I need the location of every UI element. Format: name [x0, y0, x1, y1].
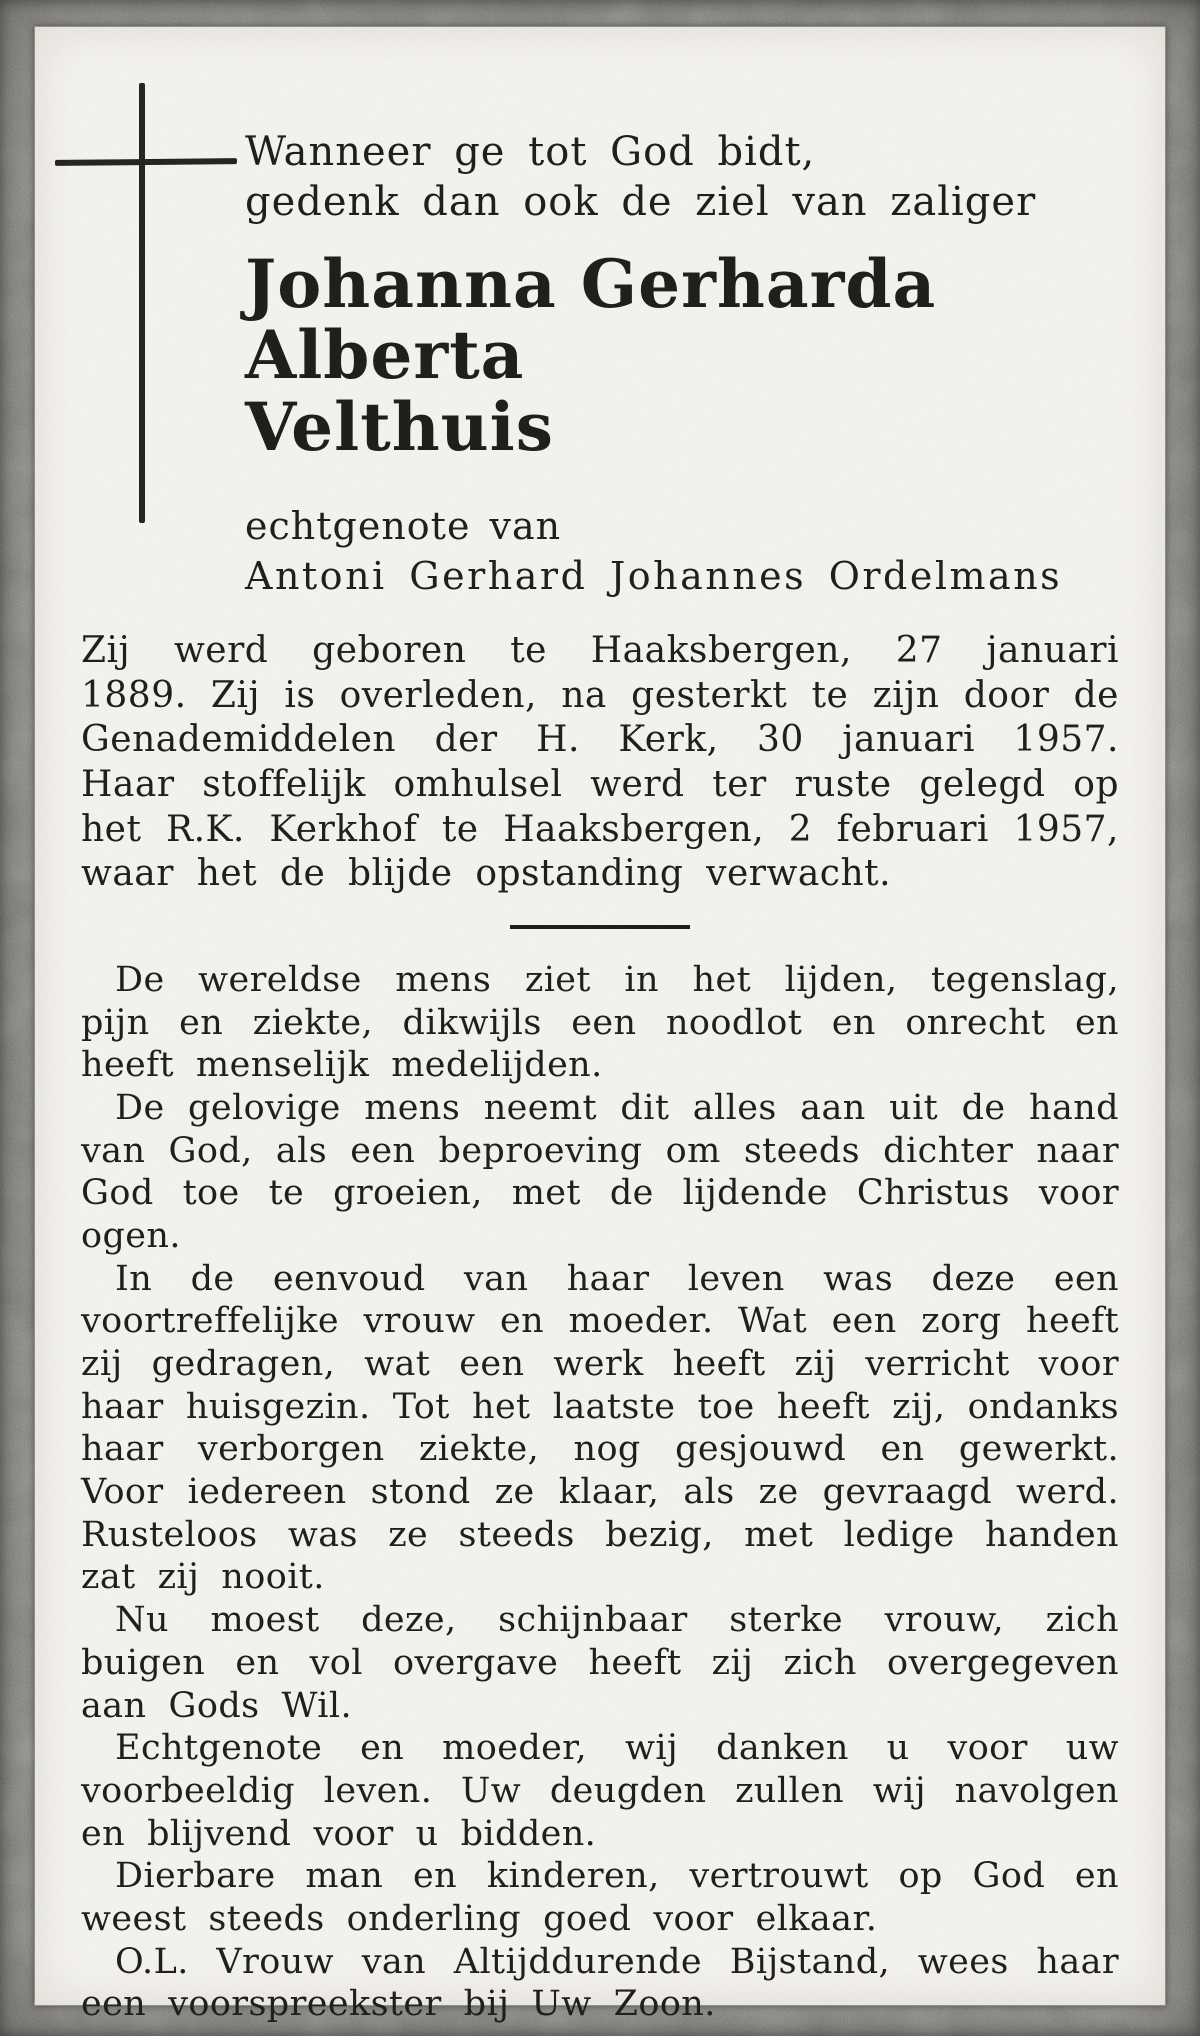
prayer-card	[34, 26, 1166, 2025]
body-paragraph: Nu moest deze, schijnbaar sterke vrouw, zich buigen en vol overgave heeft zij zich overgegeven aan Gods Wil.	[81, 1600, 1119, 1726]
body-paragraph: O.L. Vrouw van Altijddurende Bijstand, wees haar een voorspreekster bij Uw Zoon.	[81, 1941, 1119, 2025]
life-summary-paragraph: Zij werd geboren te Haaksbergen, 27 januari 1889. Zij is overleden, na gesterkt te zijn door de Genademiddelen der H. Kerk, 30 januari 1957. Haar stoffelijk omhulsel werd ter ruste gelegd op het R.K. Kerkhof te Haaksbergen, 2 februari 1957, waar het de blijde opstanding verwacht.	[81, 630, 1119, 895]
section-divider	[510, 925, 690, 929]
spouse-block	[245, 501, 1119, 601]
deceased-name-line: Velthuis	[245, 387, 554, 466]
meditation-text	[81, 959, 1119, 2026]
card-header	[245, 127, 1119, 601]
spouse-name: Antoni Gerhard Johannes Ordelmans	[245, 553, 1063, 598]
intro-line: Wanneer ge tot God bidt,	[245, 129, 816, 175]
body-paragraph: De gelovige mens neemt dit alles aan uit de hand van God, als een beproeving om steeds dichter naar God toe te groeien, met de lijdende Christus voor ogen.	[81, 1087, 1119, 1256]
body-paragraph: In de eenvoud van haar leven was deze een voortreffelijke vrouw en moeder. Wat een zorg heeft zij gedragen, wat een werk heeft zij verricht voor haar huisgezin. Tot het laatste toe heeft zij, ondanks haar verborgen ziekte, nog gesjouwd en gewerkt. Voor iedereen stond ze klaar, als ze gevraagd werd. Rusteloos was ze steeds bezig, met ledige handen zat zij nooit.	[81, 1258, 1119, 1598]
relation-label: echtgenote van	[245, 503, 562, 548]
deceased-name-line: Johanna Gerharda Alberta	[245, 245, 937, 395]
body-paragraph: Echtgenote en moeder, wij danken u voor uw voorbeeldig leven. Uw deugden zullen wij navolgen en blijvend voor u bidden.	[81, 1728, 1119, 1854]
deceased-name	[245, 245, 1119, 466]
intro-line: gedenk dan ook de ziel van zaliger	[245, 179, 1037, 225]
body-paragraph: Dierbare man en kinderen, vertrouwt op God en weest steeds onderling goed voor elkaar.	[81, 1856, 1119, 1939]
body-paragraph: De wereldse mens ziet in het lijden, tegenslag, pijn en ziekte, dikwijls een noodlot en onrecht en heeft menselijk medelijden.	[81, 959, 1119, 1086]
card-content	[81, 127, 1119, 2026]
